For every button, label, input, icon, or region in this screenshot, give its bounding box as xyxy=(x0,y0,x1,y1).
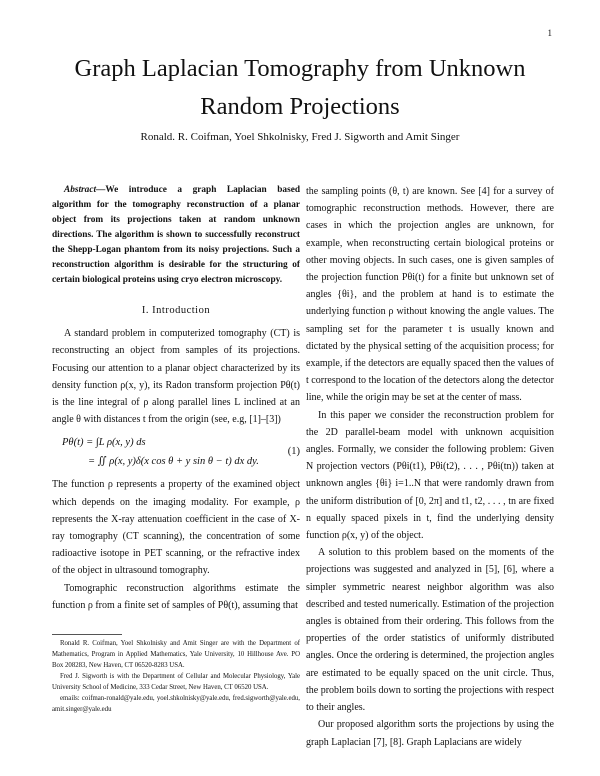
right-paragraph-1: the sampling points (θ, t) are known. See [4] for a survey of tomographic reconstruction methods. However, there are cases in which the projection angles are unknown, for example, when reconstructing certain biological proteins or other moving objects. In such cases, one is given samples of the projection function Pθi(t) for a finite but unknown set of angles {θi}, and the problem at hand is to estimate the underlying function ρ without knowing the angle values. The sampling set for the parameter t is usually known and dictated by the physical setting of the acquisition process; for example, if the detectors are equally spaced then the values of t correspond to the location of the detectors along the detector line, while the origin may be set at the center of mass. xyxy=(306,186,554,404)
right-column xyxy=(306,183,554,751)
author-list: Ronald. R. Coifman, Yoel Shkolnisky, Fred J. Sigworth and Amit Singer xyxy=(140,131,460,143)
intro-paragraph-2: The function ρ represents a property of the examined object which depends on the imaging modality. For example, ρ represents the X-ray attenuation coefficient in the case of X-ray tomography (CT scanning), the concentration of some radioactive isotope in PET scanning, or the refractive index of the object in ultrasound tomography. xyxy=(52,479,300,577)
right-paragraph-4: Our proposed algorithm sorts the projections by using the graph Laplacian [7], [8]. Graph Laplacians are widely xyxy=(306,719,554,748)
equation-1 xyxy=(58,432,300,472)
section-heading: I. Introduction xyxy=(141,305,211,316)
paper-title xyxy=(40,50,560,126)
footnote-affiliation-2: Fred J. Sigworth is with the Department of Cellular and Molecular Physiology, Yale University School of Medicine, 333 Cedar Street, New Haven, CT 06520 USA. xyxy=(52,673,300,691)
title-line-1: Graph Laplacian Tomography from Unknown xyxy=(74,55,526,82)
intro-paragraph-1: A standard problem in computerized tomography (CT) is reconstructing an object from samples of its projections. Focusing our attention to a planar object characterized by its density function ρ(x, y), its Radon transform projection Pθ(t) is the line integral of ρ along parallel lines L inclined at an angle θ with distances t from the origin (see, e.g, [1]–[3]) xyxy=(52,328,300,426)
footnote-rule xyxy=(52,634,122,635)
abstract-text: —We introduce a graph Laplacian based algorithm for the tomography reconstruction of a planar object from its projections taken at random unknown directions. The algorithm is shown to successfully reconstruct the Shepp-Logan phantom from its noisy projections. Such a reconstruction algorithm is desirable for the structuring of certain biological proteins using cryo electron microscopy. xyxy=(52,185,300,285)
footnote-affiliation-1: Ronald R. Coifman, Yoel Shkolnisky and Amit Singer are with the Department of Mathematics, Program in Applied Mathematics, Yale University, 10 Hillhouse Ave. PO Box 208283, New Haven, CT 06520-8283 USA. xyxy=(52,640,300,669)
right-paragraph-3: A solution to this problem based on the moments of the projections was suggested and analyzed in [5], [6], where a simpler symmetric nearest neighbor algorithm was also described and tested numerically. Estimation of the projection angles is obtained from their ordering. This follows from the properties of the order statistics of uniformly distributed angles. Once the ordering is determined, the projection angles are estimated to be equally spaced on the unit circle. Thus, the problem boils down to sorting the projections with respect to their angles. xyxy=(306,547,555,714)
footnote-emails: emails: coifman-ronald@yale.edu, yoel.shkolnisky@yale.edu, fred.sigworth@yale.edu, amit.singer@yale.edu xyxy=(52,695,300,713)
abstract-label: Abstract xyxy=(64,185,97,195)
title-line-2: Random Projections xyxy=(200,93,400,120)
footnotes xyxy=(52,634,300,715)
equation-number: (1) xyxy=(287,446,300,458)
equation-line-1: Pθ(t) = ∫L ρ(x, y) ds xyxy=(62,437,146,449)
page-number: 1 xyxy=(547,28,552,38)
abstract xyxy=(52,183,300,288)
intro-paragraph-3: Tomographic reconstruction algorithms estimate the function ρ from a finite set of samples of Pθ(t), assuming that xyxy=(52,582,300,611)
right-paragraph-2: In this paper we consider the reconstruction problem for the 2D parallel-beam model with unknown acquisition angles. Formally, we consider the following problem: Given N projection vectors (Pθi(t1), Pθi(t2), . . . , Pθi(tn)) taken at unknown angles {θi} i=1..N that were randomly drawn from the uniform distribution of [0, 2π] and t1, t2, . . . , tn are fixed n equally spaced pixels in t, find the underlying density function ρ(x, y) of the object. xyxy=(306,409,554,542)
left-column xyxy=(52,183,300,614)
equation-line-2: = ∬ ρ(x, y)δ(x cos θ + y sin θ − t) dx dy. xyxy=(88,456,259,468)
